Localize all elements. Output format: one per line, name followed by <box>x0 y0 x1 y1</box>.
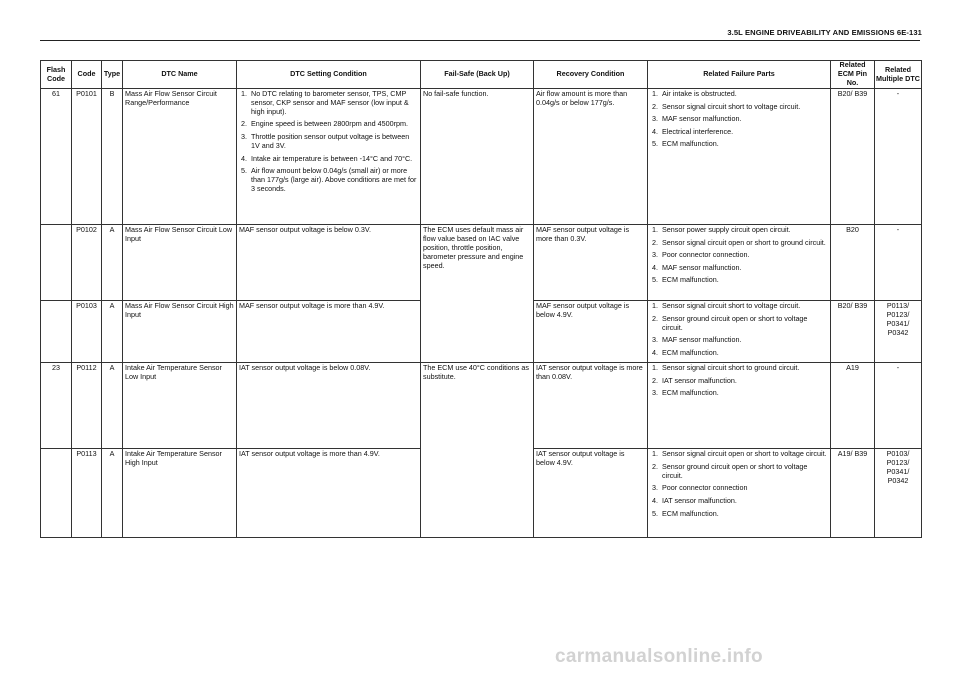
list-item: 1. Sensor signal circuit open or short to voltage circuit. <box>650 450 828 459</box>
failure-parts-cell <box>648 363 831 449</box>
recovery-cell: MAF sensor output voltage is below 4.9V. <box>534 301 648 363</box>
ecm-pin-cell: A19 <box>831 363 875 449</box>
type-cell: A <box>102 225 123 301</box>
list-item: 2. Sensor signal circuit open or short to ground circuit. <box>650 239 828 248</box>
col-recovery: Recovery Condition <box>534 61 648 89</box>
dtc-table <box>40 60 922 538</box>
header-rule <box>40 40 920 41</box>
dtc-name-cell: Intake Air Temperature Sensor High Input <box>123 449 237 538</box>
col-fail-safe: Fail-Safe (Back Up) <box>421 61 534 89</box>
dtc-name-cell: Intake Air Temperature Sensor Low Input <box>123 363 237 449</box>
failure-parts-list <box>650 364 828 398</box>
failure-parts-list <box>650 90 828 149</box>
fail-safe-cell: No fail-safe function. <box>421 89 534 225</box>
recovery-cell: MAF sensor output voltage is more than 0.3V. <box>534 225 648 301</box>
list-item: 5. ECM malfunction. <box>650 140 828 149</box>
col-ecm-pin: Related ECM Pin No. <box>831 61 875 89</box>
setting-condition-cell: MAF sensor output voltage is below 0.3V. <box>237 225 421 301</box>
type-cell: B <box>102 89 123 225</box>
failure-parts-cell <box>648 89 831 225</box>
list-item: 2. Engine speed is between 2800rpm and 4500rpm. <box>239 120 418 129</box>
setting-condition-cell <box>237 89 421 225</box>
col-type: Type <box>102 61 123 89</box>
list-item: 5. ECM malfunction. <box>650 276 828 285</box>
multiple-dtc-cell: - <box>875 89 922 225</box>
setting-condition-cell: IAT sensor output voltage is more than 4.9V. <box>237 449 421 538</box>
type-cell: A <box>102 301 123 363</box>
recovery-cell: Air flow amount is more than 0.04g/s or below 177g/s. <box>534 89 648 225</box>
list-item: 4. Intake air temperature is between -14°C and 70°C. <box>239 155 418 164</box>
flash-code-cell: 61 <box>41 89 72 225</box>
flash-code-cell <box>41 301 72 363</box>
list-item: 3. ECM malfunction. <box>650 389 828 398</box>
col-flash-code: Flash Code <box>41 61 72 89</box>
dtc-name-cell: Mass Air Flow Sensor Circuit Range/Performance <box>123 89 237 225</box>
list-item: 1. Air intake is obstructed. <box>650 90 828 99</box>
list-item: 1. Sensor signal circuit short to ground circuit. <box>650 364 828 373</box>
code-cell: P0101 <box>72 89 102 225</box>
col-dtc-name: DTC Name <box>123 61 237 89</box>
code-cell: P0112 <box>72 363 102 449</box>
list-item: 4. MAF sensor malfunction. <box>650 264 828 273</box>
ecm-pin-cell: B20/ B39 <box>831 301 875 363</box>
ecm-pin-cell: A19/ B39 <box>831 449 875 538</box>
col-multiple-dtc: Related Multiple DTC <box>875 61 922 89</box>
flash-code-cell: 23 <box>41 363 72 449</box>
ecm-pin-cell: B20/ B39 <box>831 89 875 225</box>
table-row <box>41 89 922 225</box>
type-cell: A <box>102 449 123 538</box>
list-item: 1. Sensor signal circuit short to voltage circuit. <box>650 302 828 311</box>
setting-condition-cell: IAT sensor output voltage is below 0.08V. <box>237 363 421 449</box>
page-header-title: 3.5L ENGINE DRIVEABILITY AND EMISSIONS 6E-131 <box>727 28 922 37</box>
dtc-name-cell: Mass Air Flow Sensor Circuit High Input <box>123 301 237 363</box>
list-item: 2. IAT sensor malfunction. <box>650 377 828 386</box>
table-header-row <box>41 61 922 89</box>
code-cell: P0113 <box>72 449 102 538</box>
code-cell: P0102 <box>72 225 102 301</box>
list-item: 1. Sensor power supply circuit open circuit. <box>650 226 828 235</box>
list-item: 4. ECM malfunction. <box>650 349 828 358</box>
failure-parts-list <box>650 450 828 518</box>
watermark-text: carmanualsonline.info <box>555 646 763 667</box>
list-item: 4. IAT sensor malfunction. <box>650 497 828 506</box>
list-item: 2. Sensor ground circuit open or short to voltage circuit. <box>650 463 828 481</box>
table-row <box>41 363 922 449</box>
list-item: 2. Sensor signal circuit short to voltage circuit. <box>650 103 828 112</box>
fail-safe-cell: The ECM uses default mass air flow value based on IAC valve position, throttle position, barometer pressure and engine speed. <box>421 225 534 363</box>
list-item: 3. Poor connector connection. <box>650 251 828 260</box>
list-item: 3. Throttle position sensor output voltage is between 1V and 3V. <box>239 133 418 151</box>
fail-safe-cell: The ECM use 40°C conditions as substitute. <box>421 363 534 538</box>
failure-parts-cell <box>648 449 831 538</box>
list-item: 4. Electrical interference. <box>650 128 828 137</box>
type-cell: A <box>102 363 123 449</box>
table-row <box>41 225 922 301</box>
multiple-dtc-cell: - <box>875 225 922 301</box>
col-code: Code <box>72 61 102 89</box>
flash-code-cell <box>41 225 72 301</box>
failure-parts-cell <box>648 225 831 301</box>
list-item: 2. Sensor ground circuit open or short to voltage circuit. <box>650 315 828 333</box>
dtc-name-cell: Mass Air Flow Sensor Circuit Low Input <box>123 225 237 301</box>
flash-code-cell <box>41 449 72 538</box>
setting-condition-cell: MAF sensor output voltage is more than 4.9V. <box>237 301 421 363</box>
multiple-dtc-cell: P0103/ P0123/ P0341/ P0342 <box>875 449 922 538</box>
list-item: 3. MAF sensor malfunction. <box>650 336 828 345</box>
failure-parts-list <box>650 226 828 285</box>
col-setting-condition: DTC Setting Condition <box>237 61 421 89</box>
list-item: 3. MAF sensor malfunction. <box>650 115 828 124</box>
list-item: 3. Poor connector connection <box>650 484 828 493</box>
col-failure-parts: Related Failure Parts <box>648 61 831 89</box>
multiple-dtc-cell: P0113/ P0123/ P0341/ P0342 <box>875 301 922 363</box>
ecm-pin-cell: B20 <box>831 225 875 301</box>
failure-parts-list <box>650 302 828 358</box>
setting-condition-list <box>239 90 418 194</box>
list-item: 5. ECM malfunction. <box>650 510 828 519</box>
recovery-cell: IAT sensor output voltage is more than 0.08V. <box>534 363 648 449</box>
list-item: 1. No DTC relating to barometer sensor, TPS, CMP sensor, CKP sensor and MAF sensor (low input & high input). <box>239 90 418 117</box>
code-cell: P0103 <box>72 301 102 363</box>
failure-parts-cell <box>648 301 831 363</box>
recovery-cell: IAT sensor output voltage is below 4.9V. <box>534 449 648 538</box>
multiple-dtc-cell: - <box>875 363 922 449</box>
list-item: 5. Air flow amount below 0.04g/s (small air) or more than 177g/s (large air). Above conditions are met for 3 seconds. <box>239 167 418 194</box>
